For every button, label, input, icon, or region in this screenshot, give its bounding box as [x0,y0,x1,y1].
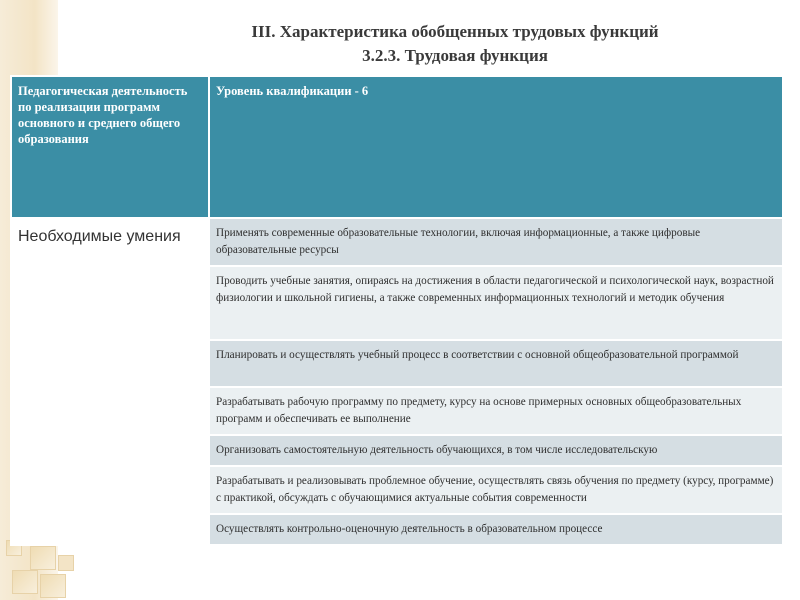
title-line-2: 3.2.3. Трудовая функция [362,46,548,65]
skill-cell: Применять современные образовательные технологии, включая информационные, а также цифровые образовательные ресурсы [209,218,783,266]
table-header-row [11,76,783,218]
slide-title [150,20,760,68]
header-function-name: Педагогическая деятельность по реализации программ основного и среднего общего образования [11,76,209,218]
table-row [11,218,783,266]
skill-cell: Проводить учебные занятия, опираясь на достижения в области педагогической и психологической наук, возрастной физиологии и школьной гигиены, а также современных информационных технологий и методик обучения [209,266,783,340]
row-label-required-skills: Необходимые умения [11,218,209,545]
decorative-block [40,574,66,598]
header-qualification-level: Уровень квалификации - 6 [209,76,783,218]
decorative-block [12,570,38,594]
decorative-block [58,555,74,571]
skill-cell: Разрабатывать и реализовывать проблемное обучение, осуществлять связь обучения по предмету (курсу, программе) с практикой, обсуждать с обучающимися актуальные события современности [209,466,783,514]
skill-cell: Разрабатывать рабочую программу по предмету, курсу на основе примерных основных общеобразовательных программ и обеспечивать ее выполнение [209,387,783,435]
skill-cell: Организовать самостоятельную деятельность обучающихся, в том числе исследовательскую [209,435,783,466]
decorative-block [30,546,56,570]
skill-cell: Планировать и осуществлять учебный процесс в соответствии с основной общеобразовательной программой [209,340,783,387]
skill-cell: Осуществлять контрольно-оценочную деятельность в образовательном процессе [209,514,783,545]
labor-function-table [10,75,784,546]
title-line-1: III. Характеристика обобщенных трудовых функций [251,22,659,41]
